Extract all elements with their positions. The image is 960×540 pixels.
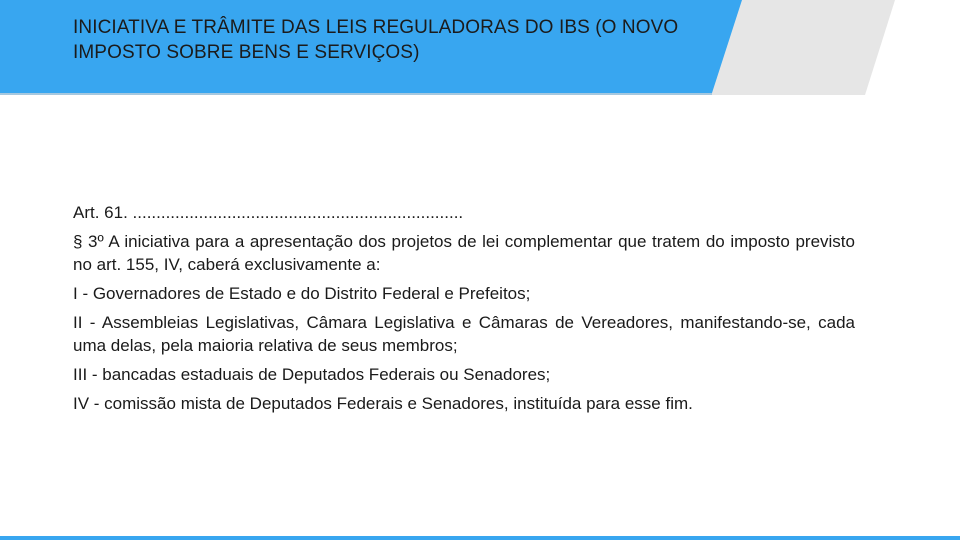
item-i: I - Governadores de Estado e do Distrito Federal e Prefeitos;	[73, 284, 531, 303]
item-iii: III - bancadas estaduais de Deputados Federais ou Senadores;	[73, 365, 551, 384]
item-ii: II - Assembleias Legislativas, Câmara Legislativa e Câmaras de Vereadores, manifestando-se, cada uma delas, pela maioria relativa de seus membros;	[73, 313, 855, 355]
slide-title: INICIATIVA E TRÂMITE DAS LEIS REGULADORAS DO IBS (O NOVO IMPOSTO SOBRE BENS E SERVIÇOS)	[73, 17, 679, 63]
header-shadow	[0, 93, 712, 95]
slide-body	[73, 201, 855, 421]
paragraph-3: § 3º A iniciativa para a apresentação dos projetos de lei complementar que tratem do imposto previsto no art. 155, IV, caberá exclusivamente a:	[73, 232, 855, 274]
item-iv: IV - comissão mista de Deputados Federais e Senadores, instituída para esse fim.	[73, 394, 693, 413]
footer-line	[0, 536, 960, 540]
article-heading: Art. 61. ......................................................................	[73, 203, 464, 222]
